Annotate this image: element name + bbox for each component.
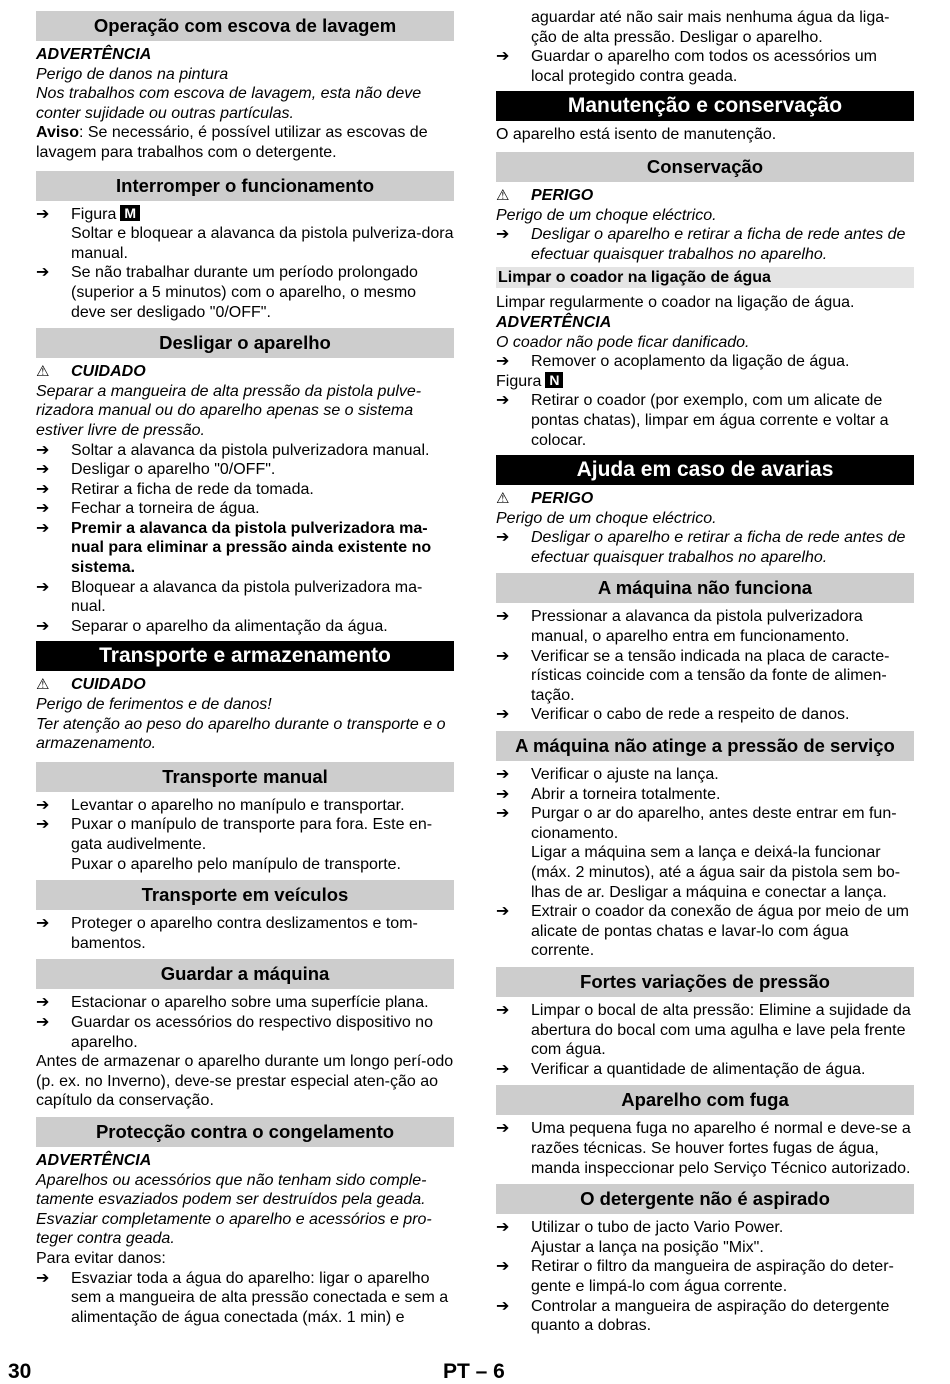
right-arrow-icon: ➔ [496,1001,510,1019]
list-item [496,1060,914,1080]
danger-text: PERIGO [531,186,594,204]
heading-operacao-escova: Operação com escova de lavagem [36,11,454,41]
list-item-text: Utilizar o tubo de jacto Vario Power. [531,1219,784,1237]
heading-maquina-nao-funciona: A máquina não funciona [496,573,914,603]
language-page-label: PT – 6 [443,1360,505,1383]
list-item-text: Controlar a mangueira de aspiração do detergente quanto a dobras. [531,1297,890,1335]
heading-manutencao: Manutenção e conservação [496,91,914,121]
figure-ref-badge: N [545,372,563,388]
list-item [496,647,914,706]
list-item [36,914,454,953]
list-item [36,480,454,500]
note-label: Aviso [36,124,79,142]
list-item-continuation: aguardar até não sair mais nenhuma água da liga-ção de alta pressão. Desligar o aparelho. [531,9,890,46]
danger-paragraph: Perigo de um choque eléctrico. [496,509,717,527]
right-arrow-icon: ➔ [496,647,510,665]
list-item-continuation: Ligar a máquina sem a lança e deixá-la funcionar (máx. 2 minutos), até a água sair da pistola sem bo-lhas de ar. Desligar a máquina e conectar a lança. [531,844,901,901]
page-number: 30 [8,1360,32,1383]
heading-guardar-maquina: Guardar a máquina [36,959,454,989]
list-item-text: Desligar o aparelho "0/OFF". [71,461,276,479]
right-arrow-icon: ➔ [36,500,50,518]
heading-detergente: O detergente não é aspirado [496,1184,914,1214]
list-item [496,1218,914,1238]
list-item-text: Verificar se a tensão indicada na placa de caracte-rísticas coincide com a tensão da fonte de alimen-tação. [531,647,890,704]
list-item-text: Purgar o ar do aparelho, antes deste entrar em fun-cionamento. [531,805,897,842]
list-item [496,47,914,86]
right-arrow-icon: ➔ [496,529,510,547]
list-item [496,1257,914,1296]
heading-aparelho-fuga: Aparelho com fuga [496,1085,914,1115]
list-item-text: Estacionar o aparelho sobre uma superfície plana. [71,994,429,1012]
warning-triangle-icon: ⚠ [496,490,510,508]
list-item-text: Se não trabalhar durante um período prolongado (superior a 5 minutos) com o aparelho, o mesmo deve ser desligado "0/OFF". [71,264,418,321]
right-arrow-icon: ➔ [36,441,50,459]
warning-text: Aparelhos ou acessórios que não tenham sido comple-tamente esvaziados podem ser destruídos pela geada. [36,1171,427,1209]
heading-proteccao-congelamento: Protecção contra o congelamento [36,1117,454,1147]
heading-transporte-veiculos: Transporte em veículos [36,880,454,910]
right-arrow-icon: ➔ [496,1297,510,1315]
heading-pressao-servico: A máquina não atinge a pressão de serviço [496,731,914,761]
list-item [496,705,914,725]
figure-ref-badge: M [120,205,140,221]
right-arrow-icon: ➔ [36,519,50,537]
right-arrow-icon: ➔ [36,480,50,498]
note-paragraph [36,123,454,162]
warning-label: ADVERTÊNCIA [36,46,152,63]
figure-ref-text: Figura [496,372,542,390]
danger-label [496,489,914,509]
list-item-text: Desligar o aparelho e retirar a ficha de rede antes de efectuar quaisquer trabalhos no aparelho. [531,226,906,263]
paragraph: Para evitar danos: [36,1249,166,1267]
caution-paragraph: Separar a mangueira de alta pressão da pistola pulve-rizadora manual ou do aparelho apenas se o sistema estiver livre de pressão. [36,382,422,439]
right-arrow-icon: ➔ [496,392,510,410]
warning-label: ADVERTÊNCIA [36,1151,152,1169]
note-text: : Se necessário, é possível utilizar as escovas de lavagem para trabalhos com o detergente. [36,124,428,161]
list-item-text: Retirar o coador (por exemplo, com um alicate de pontas chatas), limpar em água corrente e voltar a colocar. [531,392,889,449]
list-item-text: Limpar o bocal de alta pressão: Elimine a sujidade da abertura do bocal com uma agulha e lave pela frente com água. [531,1001,911,1059]
caution-text: CUIDADO [71,676,146,694]
list-item-text: Extrair o coador da conexão de água por meio de um alicate de pontas chatas e lavar-lo com água corrente. [531,903,910,960]
list-item-continuation: Ajustar a lança na posição "Mix". [531,1238,764,1256]
right-arrow-icon: ➔ [36,816,50,834]
warning-text: Nos trabalhos com escova de lavagem, esta não deve conter sujidade ou outras partículas. [36,85,422,122]
heading-conservacao: Conservação [496,152,914,182]
danger-text: PERIGO [531,490,594,508]
heading-interromper: Interromper o funcionamento [36,171,454,201]
warning-text: Esvaziar completamente o aparelho e acessórios e pro-teger contra geada. [36,1210,432,1248]
caution-text: CUIDADO [71,363,146,381]
right-arrow-icon: ➔ [36,796,50,814]
subheading-limpar-coador: Limpar o coador na ligação de água [496,267,914,288]
list-item [496,785,914,805]
list-item-text: Desligar o aparelho e retirar a ficha de rede antes de efectuar quaisquer trabalhos no aparelho. [531,529,906,566]
paragraph: O aparelho está isento de manutenção. [496,126,777,144]
list-item [36,1269,454,1328]
list-item [36,499,454,519]
right-arrow-icon: ➔ [496,1060,510,1078]
right-arrow-icon: ➔ [36,915,50,933]
right-arrow-icon: ➔ [36,264,50,282]
list-item-text: Esvaziar toda a água do aparelho: ligar o aparelho sem a mangueira de alta pressão conectada e sem a alimentação de água conectada (máx. 1 min) e [71,1269,449,1326]
warning-text: O coador não pode ficar danificado. [496,333,750,351]
list-item-text: Remover o acoplamento da ligação de água. [531,353,850,371]
caution-paragraph: Ter atenção ao peso do aparelho durante o transporte e o armazenamento. [36,715,446,753]
list-item [496,1297,914,1336]
right-arrow-icon: ➔ [36,205,50,223]
list-item-text: Guardar os acessórios do respectivo dispositivo no aparelho. [71,1013,433,1051]
list-item [36,578,454,617]
list-item-text: Verificar o cabo de rede a respeito de danos. [531,706,850,724]
heading-transporte-manual: Transporte manual [36,762,454,792]
right-arrow-icon: ➔ [36,461,50,479]
figure-ref [496,372,914,392]
list-item-text: Retirar a ficha de rede da tomada. [71,480,314,498]
list-item-text: Figura [71,205,117,223]
right-arrow-icon: ➔ [496,785,510,803]
right-arrow-icon: ➔ [496,48,510,66]
list-item [496,765,914,785]
danger-paragraph: Perigo de um choque eléctrico. [496,206,717,224]
list-item-text: Abrir a torneira totalmente. [531,785,721,803]
list-item-text: Premir a alavanca da pistola pulverizadora ma-nual para eliminar a pressão ainda existente no sistema. [71,519,432,577]
right-arrow-icon: ➔ [496,226,510,244]
list-item [496,528,914,567]
list-item-text: Soltar a alavanca da pistola pulverizadora manual. [71,441,430,459]
warning-triangle-icon: ⚠ [36,363,50,381]
list-item-text: Proteger o aparelho contra deslizamentos e tom-bamentos. [71,915,418,952]
right-arrow-icon: ➔ [496,1258,510,1276]
list-item-text: Verificar a quantidade de alimentação de água. [531,1060,866,1078]
list-item-text: Retirar o filtro da mangueira de aspiração do deter-gente e limpá-lo com água corrente. [531,1258,894,1295]
right-column [496,8,914,1336]
right-arrow-icon: ➔ [496,353,510,371]
right-arrow-icon: ➔ [496,706,510,724]
list-item-text: Verificar o ajuste na lança. [531,766,719,784]
right-arrow-icon: ➔ [496,608,510,626]
right-arrow-icon: ➔ [36,994,50,1012]
list-item [496,804,914,843]
heading-variacoes-pressao: Fortes variações de pressão [496,967,914,997]
list-item [36,519,454,578]
list-item [36,1013,454,1052]
left-column [36,8,454,1327]
list-item [496,607,914,646]
list-item [36,441,454,461]
right-arrow-icon: ➔ [36,578,50,596]
list-item-text: Puxar o manípulo de transporte para fora. Este en-gata audivelmente. [71,816,433,853]
list-item-text: Guardar o aparelho com todos os acessórios um local protegido contra geada. [531,48,877,85]
right-arrow-icon: ➔ [36,1269,50,1287]
heading-desligar: Desligar o aparelho [36,328,454,358]
right-arrow-icon: ➔ [36,1013,50,1031]
caution-label [36,362,454,382]
danger-label [496,186,914,206]
list-item-text: Levantar o aparelho no manípulo e transportar. [71,796,405,814]
caution-paragraph: Perigo de ferimentos e de danos! [36,696,272,714]
warning-text: Perigo de danos na pintura [36,65,229,83]
caution-label [36,675,454,695]
list-item [36,815,454,854]
list-item-text: Fechar a torneira de água. [71,500,260,518]
list-item [36,993,454,1013]
right-arrow-icon: ➔ [496,1120,510,1138]
paragraph: Limpar regularmente o coador na ligação de água. [496,294,855,312]
warning-triangle-icon: ⚠ [36,676,50,694]
list-item [36,263,454,322]
list-item-text: Bloquear a alavanca da pistola pulverizadora ma-nual. [71,578,423,616]
right-arrow-icon: ➔ [496,1219,510,1237]
heading-transporte-armazenamento: Transporte e armazenamento [36,641,454,671]
right-arrow-icon: ➔ [496,805,510,823]
list-item-text: Uma pequena fuga no aparelho é normal e deve-se a razões técnicas. Se houver fortes fugas de água, manda inspeccionar pelo Serviço Técnico autorizado. [531,1120,911,1177]
right-arrow-icon: ➔ [36,617,50,635]
paragraph: Antes de armazenar o aparelho durante um longo perí-odo (p. ex. no Inverno), deve-se prestar especial aten-ção ao capítulo da conservação. [36,1053,454,1110]
list-item [496,391,914,450]
list-item [496,225,914,264]
warning-triangle-icon: ⚠ [496,186,510,204]
list-item [36,460,454,480]
list-item [496,1001,914,1060]
list-item [496,902,914,961]
list-item-text: Separar o aparelho da alimentação da água. [71,617,388,635]
warning-label: ADVERTÊNCIA [496,313,612,331]
list-item-text: Pressionar a alavanca da pistola pulverizadora manual, o aparelho entra em funcionamento. [531,608,863,646]
list-item [496,352,914,372]
list-item-continuation: Puxar o aparelho pelo manípulo de transporte. [71,855,401,873]
list-item [36,796,454,816]
list-item [36,205,454,225]
right-arrow-icon: ➔ [496,903,510,921]
list-item [36,617,454,637]
heading-ajuda-avarias: Ajuda em caso de avarias [496,455,914,485]
list-item-continuation: Soltar e bloquear a alavanca da pistola pulveriza-dora manual. [71,225,454,262]
right-arrow-icon: ➔ [496,766,510,784]
list-item [496,1119,914,1178]
